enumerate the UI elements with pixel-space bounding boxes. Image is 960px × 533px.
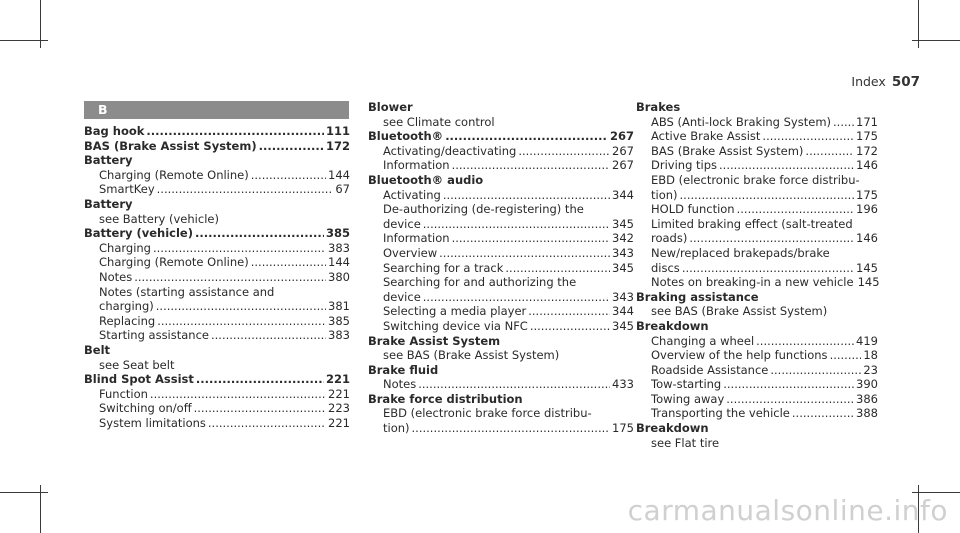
- page-reference: 146: [856, 231, 878, 246]
- index-subentry: [84, 270, 350, 285]
- page-reference: 380: [328, 269, 350, 284]
- leader-dots: [443, 188, 610, 203]
- entry-text: Overview of the help functions: [651, 348, 828, 363]
- leader-dots: [682, 261, 854, 276]
- entry-text: Switching on/off: [99, 401, 192, 416]
- index-entry: [84, 139, 350, 154]
- page-reference: 345: [612, 216, 634, 231]
- leader-dots: [770, 363, 861, 378]
- index-reference: [636, 217, 878, 232]
- leader-dots: [134, 270, 326, 285]
- page-reference: 267: [612, 143, 634, 158]
- entry-text: Replacing: [99, 313, 156, 328]
- leader-dots: [196, 372, 324, 387]
- leader-dots: [251, 255, 326, 270]
- entry-text: Starting assistance: [99, 328, 209, 343]
- entry-text: see BAS (Brake Assist System): [383, 348, 560, 363]
- leader-dots: [762, 129, 854, 144]
- index-heading: [368, 100, 634, 115]
- entry-text: De-authorizing (de-registering) the: [383, 202, 584, 217]
- index-subentry: [368, 217, 634, 232]
- index-subentry: [636, 158, 878, 173]
- index-subentry: [84, 299, 350, 314]
- entry-text: Information: [383, 158, 450, 173]
- leader-dots: [805, 144, 854, 159]
- index-reference: [84, 212, 350, 227]
- page-reference: 386: [856, 391, 878, 406]
- entry-text: EBD (electronic brake force distribu-: [383, 406, 592, 421]
- entry-text: Activating/deactivating: [383, 143, 517, 158]
- entry-text: roads): [651, 231, 688, 246]
- index-subentry: [636, 144, 878, 159]
- index-subentry: [636, 261, 878, 276]
- entry-text: Overview: [383, 245, 438, 260]
- page-reference: 172: [856, 143, 878, 158]
- page-reference: 175: [612, 421, 634, 436]
- page-reference: 419: [856, 333, 878, 348]
- entry-text: Transporting the vehicle: [651, 406, 790, 421]
- page-reference: 23: [863, 362, 878, 377]
- entry-text: Charging (Remote Online): [99, 255, 249, 270]
- index-subentry: [368, 231, 634, 246]
- entry-text: Bluetooth® audio: [368, 172, 484, 187]
- entry-text: Notes: [383, 377, 417, 392]
- leader-dots: [439, 246, 610, 261]
- leader-dots: [792, 406, 854, 421]
- entry-text: device: [383, 289, 421, 304]
- leader-dots: [259, 139, 324, 154]
- entry-text: SmartKey: [99, 182, 155, 197]
- index-subentry: [84, 314, 350, 329]
- index-subentry: [368, 421, 634, 436]
- index-subentry: [368, 304, 634, 319]
- entry-text: Searching for and authorizing the: [383, 275, 577, 290]
- entry-text: see Climate control: [383, 114, 495, 129]
- section-letter: B: [98, 102, 108, 117]
- entry-text: tion): [651, 187, 678, 202]
- index-subentry: [636, 348, 878, 363]
- index-subentry: [84, 255, 350, 270]
- entry-text: Belt: [84, 342, 111, 357]
- entry-text: Breakdown: [636, 318, 709, 333]
- leader-dots: [208, 416, 326, 431]
- entry-text: EBD (electronic brake force distribu-: [651, 172, 860, 187]
- index-subentry: [636, 377, 878, 392]
- leader-dots: [530, 319, 610, 334]
- page-reference: 172: [325, 138, 350, 153]
- index-reference: [368, 202, 634, 217]
- entry-text: Battery (vehicle): [84, 226, 193, 241]
- index-heading: [636, 100, 878, 115]
- entry-text: Searching for a track: [383, 260, 504, 275]
- index-subentry: [636, 115, 878, 130]
- page-reference: 345: [612, 260, 634, 275]
- page-reference: 144: [328, 167, 350, 182]
- page-reference: 267: [609, 129, 634, 144]
- index-subentry: [368, 158, 634, 173]
- entry-text: Information: [383, 231, 450, 246]
- page-reference: 18: [863, 348, 878, 363]
- leader-dots: [680, 188, 855, 203]
- index-reference: [84, 285, 350, 300]
- page-reference: 221: [325, 372, 350, 387]
- entry-text: see Battery (vehicle): [99, 211, 219, 226]
- index-reference: [368, 406, 634, 421]
- leader-dots: [689, 231, 854, 246]
- index-subentry: [368, 290, 634, 305]
- index-heading: [636, 421, 878, 436]
- index-entry: [84, 372, 350, 387]
- entry-text: Blower: [368, 100, 413, 114]
- leader-dots: [157, 314, 326, 329]
- index-subentry: [636, 334, 878, 349]
- entry-text: Driving tips: [651, 158, 718, 173]
- leader-dots: [251, 168, 326, 183]
- index-subentry: [84, 182, 350, 197]
- index-reference: [84, 358, 350, 373]
- entry-text: see Flat tire: [651, 435, 720, 450]
- index-reference: [636, 246, 878, 261]
- page-reference: 67: [335, 182, 350, 197]
- entry-text: Brake force distribution: [368, 391, 523, 406]
- page-reference: 345: [612, 318, 634, 333]
- crop-mark: [912, 40, 960, 41]
- entry-text: tion): [383, 421, 410, 436]
- section-letter-bar: [84, 101, 349, 119]
- index-reference: [368, 348, 634, 363]
- page-reference: 196: [856, 202, 878, 217]
- index-heading: [368, 363, 634, 378]
- page-reference: 145: [857, 275, 880, 290]
- leader-dots: [157, 182, 334, 197]
- page-reference: 342: [612, 231, 634, 246]
- index-subentry: [84, 168, 350, 183]
- leader-dots: [211, 328, 326, 343]
- index-entry: [84, 124, 350, 139]
- leader-dots: [723, 377, 854, 392]
- entry-text: Function: [99, 386, 148, 401]
- index-subentry: [636, 392, 878, 407]
- index-subentry: [368, 261, 634, 276]
- entry-text: Selecting a media player: [383, 304, 527, 319]
- entry-text: Bluetooth®: [368, 129, 444, 144]
- entry-text: BAS (Brake Assist System): [651, 143, 804, 158]
- index-column-3: [636, 100, 878, 450]
- index-reference: [636, 173, 878, 188]
- entry-text: Changing a wheel: [651, 333, 755, 348]
- page-reference: 175: [856, 187, 878, 202]
- entry-text: Notes on breaking-in a new vehicle: [651, 275, 854, 290]
- page-reference: 344: [612, 304, 634, 319]
- leader-dots: [726, 392, 854, 407]
- page-number: 507: [891, 74, 920, 90]
- leader-dots: [505, 261, 610, 276]
- index-heading: [368, 334, 634, 349]
- page-reference: 433: [612, 377, 634, 392]
- entry-text: New/replaced brakepads/brake: [651, 245, 830, 260]
- page-reference: 175: [856, 129, 878, 144]
- leader-dots: [156, 299, 326, 314]
- entry-text: charging): [99, 299, 154, 314]
- index-subentry: [368, 319, 634, 334]
- leader-dots: [518, 144, 610, 159]
- leader-dots: [194, 401, 326, 416]
- index-column-2: [368, 100, 634, 436]
- crop-mark: [0, 40, 48, 41]
- entry-text: Blind Spot Assist: [84, 372, 194, 387]
- index-reference: [368, 115, 634, 130]
- index-subentry: [368, 188, 634, 203]
- page-reference: 111: [325, 124, 350, 138]
- index-subentry: [84, 387, 350, 402]
- leader-dots: [452, 231, 610, 246]
- index-subentry: [636, 363, 878, 378]
- leader-dots: [150, 387, 326, 402]
- entry-text: HOLD function: [651, 202, 735, 217]
- page-reference: 171: [856, 114, 878, 129]
- page-reference: 343: [612, 289, 634, 304]
- entry-text: System limitations: [99, 415, 206, 430]
- leader-dots: [756, 334, 854, 349]
- index-heading: [368, 392, 634, 407]
- page-reference: 223: [328, 401, 350, 416]
- entry-text: discs: [651, 260, 680, 275]
- entry-text: Battery: [84, 196, 133, 211]
- leader-dots: [528, 304, 610, 319]
- leader-dots: [423, 217, 610, 232]
- index-subentry: [636, 275, 878, 290]
- entry-text: Towing away: [651, 391, 725, 406]
- entry-text: Active Brake Assist: [651, 129, 761, 144]
- leader-dots: [452, 158, 610, 173]
- index-subentry: [636, 231, 878, 246]
- entry-text: Charging: [99, 240, 151, 255]
- page-reference: 385: [328, 313, 350, 328]
- index-reference: [636, 436, 878, 451]
- entry-text: Switching device via NFC: [383, 318, 528, 333]
- page-reference: 385: [325, 226, 350, 241]
- entry-text: ABS (Anti-lock Braking System): [651, 114, 832, 129]
- entry-text: Tow-starting: [651, 377, 722, 392]
- page-reference: 381: [328, 299, 350, 314]
- index-entry: [368, 129, 634, 144]
- entry-text: Brake Assist System: [368, 333, 501, 348]
- entry-text: Activating: [383, 187, 441, 202]
- index-subentry: [84, 416, 350, 431]
- leader-dots: [719, 158, 854, 173]
- index-heading: [368, 173, 634, 188]
- index-heading: [84, 343, 350, 358]
- entry-text: Roadside Assistance: [651, 362, 769, 377]
- index-entry: [84, 226, 350, 241]
- entry-text: Limited braking effect (salt-treated: [651, 216, 853, 231]
- index-heading: [636, 290, 878, 305]
- index-subentry: [636, 129, 878, 144]
- index-heading: [84, 153, 350, 168]
- page-reference: 221: [328, 386, 350, 401]
- index-subentry: [636, 202, 878, 217]
- leader-dots: [830, 348, 862, 363]
- watermark: carmanualsonline.info: [627, 494, 948, 527]
- index-subentry: [84, 401, 350, 416]
- entry-text: Bag hook: [84, 124, 145, 138]
- page-reference: 343: [612, 245, 634, 260]
- index-heading: [84, 197, 350, 212]
- entry-text: Battery: [84, 153, 133, 168]
- index-subentry: [368, 246, 634, 261]
- page-reference: 146: [856, 158, 878, 173]
- entry-text: BAS (Brake Assist System): [84, 138, 257, 153]
- page-reference: 344: [612, 187, 634, 202]
- entry-text: Braking assistance: [636, 289, 759, 304]
- page-reference: 221: [328, 415, 350, 430]
- page-reference: 388: [856, 406, 878, 421]
- leader-dots: [418, 377, 610, 392]
- page-reference: 144: [328, 255, 350, 270]
- leader-dots: [737, 202, 854, 217]
- entry-text: Notes: [99, 269, 133, 284]
- page-reference: 383: [328, 328, 350, 343]
- page-reference: 390: [856, 377, 878, 392]
- leader-dots: [146, 124, 324, 139]
- entry-text: Breakdown: [636, 421, 709, 436]
- index-reference: [368, 275, 634, 290]
- entry-text: see Seat belt: [99, 357, 175, 372]
- entry-text: Brakes: [636, 100, 681, 114]
- entry-text: device: [383, 216, 421, 231]
- leader-dots: [833, 115, 854, 130]
- leader-dots: [423, 290, 610, 305]
- leader-dots: [412, 421, 611, 436]
- index-subentry: [636, 406, 878, 421]
- crop-mark: [0, 492, 48, 493]
- page-reference: 267: [612, 158, 634, 173]
- index-heading: [636, 319, 878, 334]
- page-header: [851, 74, 920, 90]
- index-subentry: [368, 144, 634, 159]
- index-subentry: [368, 377, 634, 392]
- index-subentry: [84, 328, 350, 343]
- leader-dots: [195, 226, 324, 241]
- leader-dots: [153, 241, 326, 256]
- index-column-1: [84, 124, 350, 430]
- leader-dots: [445, 129, 608, 144]
- index-reference: [636, 304, 878, 319]
- index-subentry: [636, 188, 878, 203]
- header-label: Index: [851, 74, 886, 89]
- page-reference: 145: [856, 260, 878, 275]
- entry-text: Brake fluid: [368, 362, 439, 377]
- entry-text: Notes (starting assistance and: [99, 284, 275, 299]
- index-subentry: [84, 241, 350, 256]
- entry-text: see BAS (Brake Assist System): [651, 304, 828, 319]
- entry-text: Charging (Remote Online): [99, 167, 249, 182]
- page-reference: 383: [328, 240, 350, 255]
